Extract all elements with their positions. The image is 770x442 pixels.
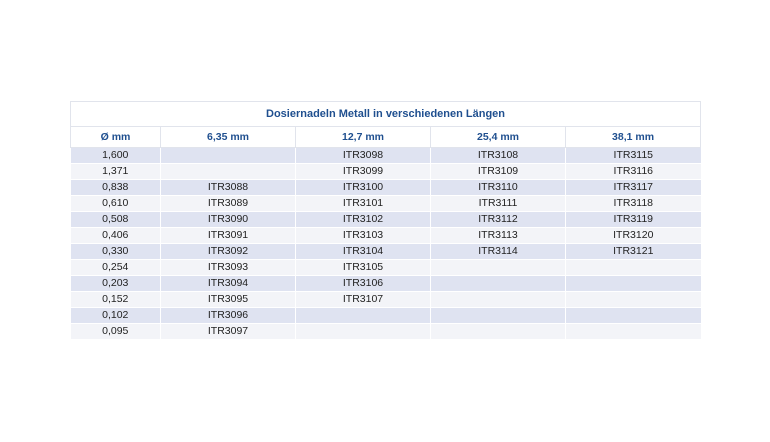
cell-length-25-4: ITR3114 [431,244,566,260]
cell-length-38-1: ITR3121 [566,244,701,260]
cell-length-25-4 [431,260,566,276]
table-body [71,148,701,340]
cell-diameter: 0,610 [71,196,161,212]
cell-diameter: 0,152 [71,292,161,308]
cell-length-38-1: ITR3120 [566,228,701,244]
table-title-row [71,102,701,127]
header-diameter: Ø mm [71,127,161,148]
cell-length-12-7: ITR3101 [296,196,431,212]
header-length-12-7: 12,7 mm [296,127,431,148]
table-row [71,148,701,164]
cell-length-25-4 [431,292,566,308]
cell-length-6-35: ITR3095 [161,292,296,308]
cell-length-6-35: ITR3096 [161,308,296,324]
header-length-38-1: 38,1 mm [566,127,701,148]
cell-length-6-35: ITR3091 [161,228,296,244]
table-row [71,260,701,276]
cell-length-6-35: ITR3092 [161,244,296,260]
cell-diameter: 0,102 [71,308,161,324]
cell-length-12-7 [296,324,431,340]
table-row [71,228,701,244]
cell-diameter: 0,508 [71,212,161,228]
cell-length-38-1 [566,292,701,308]
cell-length-25-4 [431,324,566,340]
cell-length-38-1: ITR3116 [566,164,701,180]
needle-table-container [70,101,700,340]
table-row [71,196,701,212]
needle-table [70,101,701,340]
cell-length-12-7 [296,308,431,324]
table-row [71,308,701,324]
table-title: Dosiernadeln Metall in verschiedenen Längen [71,102,701,127]
cell-length-12-7: ITR3100 [296,180,431,196]
header-length-25-4: 25,4 mm [431,127,566,148]
cell-length-12-7: ITR3106 [296,276,431,292]
cell-length-12-7: ITR3104 [296,244,431,260]
table-row [71,212,701,228]
cell-length-12-7: ITR3099 [296,164,431,180]
cell-diameter: 0,254 [71,260,161,276]
cell-length-12-7: ITR3102 [296,212,431,228]
cell-diameter: 1,600 [71,148,161,164]
cell-length-38-1 [566,260,701,276]
table-row [71,292,701,308]
cell-diameter: 0,203 [71,276,161,292]
cell-length-6-35: ITR3089 [161,196,296,212]
cell-length-25-4: ITR3109 [431,164,566,180]
cell-length-6-35: ITR3090 [161,212,296,228]
cell-diameter: 1,371 [71,164,161,180]
cell-diameter: 0,838 [71,180,161,196]
cell-length-6-35: ITR3097 [161,324,296,340]
cell-length-25-4: ITR3110 [431,180,566,196]
cell-length-12-7: ITR3105 [296,260,431,276]
cell-length-12-7: ITR3098 [296,148,431,164]
table-header-row [71,127,701,148]
table-row [71,164,701,180]
table-row [71,244,701,260]
cell-length-6-35: ITR3093 [161,260,296,276]
cell-length-6-35 [161,148,296,164]
cell-length-25-4: ITR3112 [431,212,566,228]
cell-length-38-1 [566,276,701,292]
table-row [71,324,701,340]
cell-length-38-1 [566,324,701,340]
cell-diameter: 0,330 [71,244,161,260]
cell-length-38-1: ITR3118 [566,196,701,212]
cell-length-25-4: ITR3113 [431,228,566,244]
header-length-6-35: 6,35 mm [161,127,296,148]
cell-diameter: 0,406 [71,228,161,244]
cell-length-25-4 [431,308,566,324]
table-row [71,276,701,292]
cell-length-38-1: ITR3119 [566,212,701,228]
cell-length-6-35 [161,164,296,180]
cell-length-12-7: ITR3107 [296,292,431,308]
cell-length-6-35: ITR3094 [161,276,296,292]
cell-length-25-4 [431,276,566,292]
cell-length-38-1: ITR3117 [566,180,701,196]
cell-length-25-4: ITR3108 [431,148,566,164]
cell-length-25-4: ITR3111 [431,196,566,212]
cell-length-6-35: ITR3088 [161,180,296,196]
cell-length-38-1: ITR3115 [566,148,701,164]
cell-length-12-7: ITR3103 [296,228,431,244]
table-row [71,180,701,196]
cell-length-38-1 [566,308,701,324]
cell-diameter: 0,095 [71,324,161,340]
